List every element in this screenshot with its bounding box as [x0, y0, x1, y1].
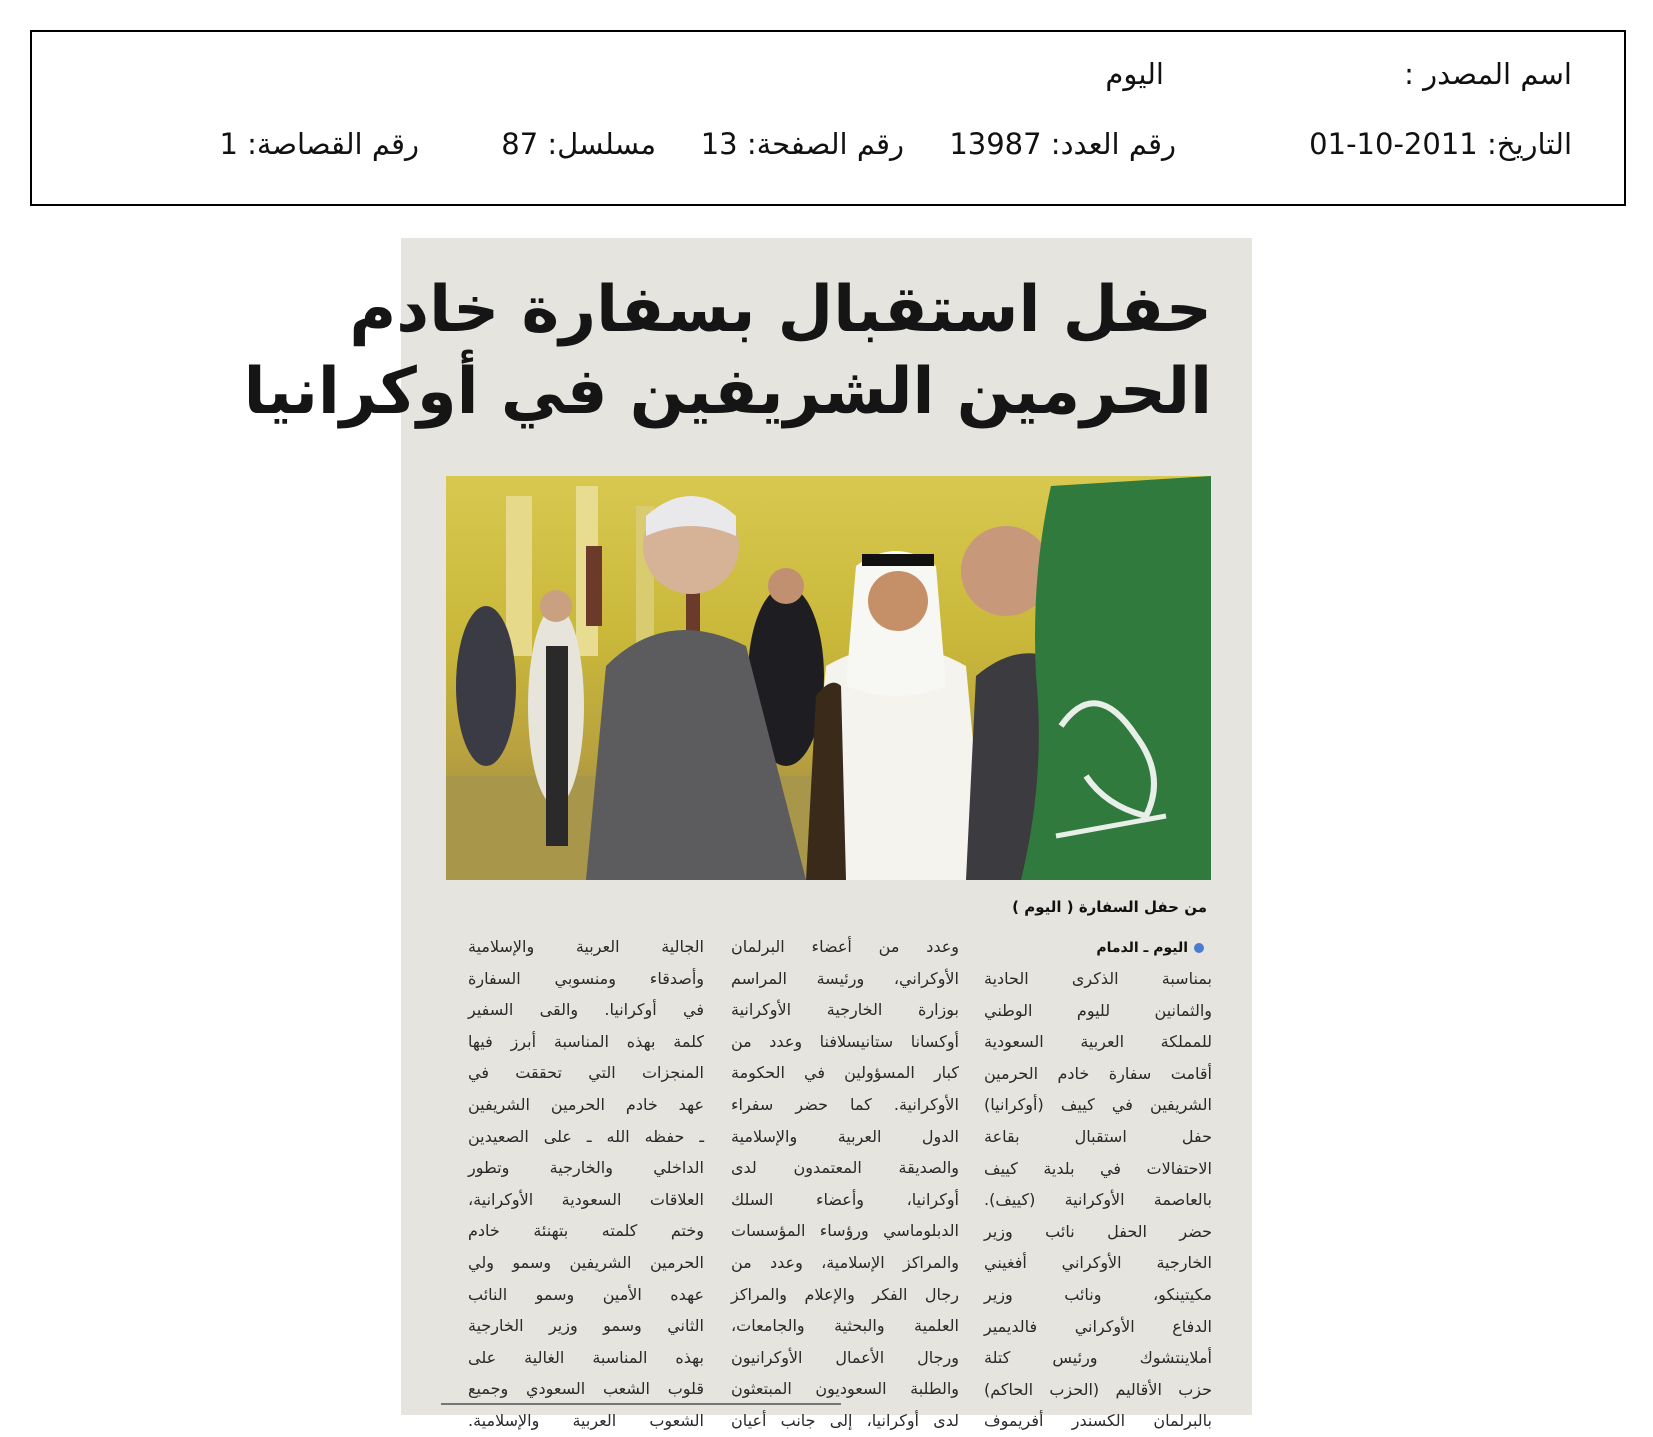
article-line: أوكسانا ستانيسلافنا وعدد من: [731, 1031, 959, 1051]
article-line: والمراكز الإسلامية، وعدد من: [731, 1252, 959, 1272]
article-line: الشعوب العربية والإسلامية.: [468, 1410, 704, 1430]
article-line: الخارجية الأوكراني أفغيني: [984, 1253, 1212, 1273]
article-photo: [446, 476, 1211, 880]
article-line: الدفاع الأوكراني فالديمير: [984, 1316, 1212, 1336]
byline-dot-icon: [1194, 943, 1204, 953]
article-line: وأصدقاء ومنسوبي السفارة: [468, 968, 704, 988]
article-line: لدى أوكرانيا، إلى جانب أعيان: [731, 1410, 959, 1430]
article-line: الحرمين الشريفين وسمو ولي: [468, 1252, 704, 1272]
newspaper-clipping: [243, 238, 1252, 1431]
article-column-left: [468, 931, 704, 1437]
article-line: المنجزات التي تحققت في: [468, 1063, 704, 1083]
issue-number-field: رقم العدد: 13987: [949, 127, 1176, 161]
headline-line-2: الحرمين الشريفين في أوكرانيا: [243, 355, 1212, 429]
article-line: في أوكرانيا. والقى السفير: [468, 1000, 704, 1020]
photo-caption: من حفل السفارة ( اليوم ): [1012, 898, 1207, 916]
article-line: الدول العربية والإسلامية: [731, 1126, 959, 1146]
byline: [1096, 940, 1204, 956]
article-line: كبار المسؤولين في الحكومة: [731, 1063, 959, 1083]
page-number-field: رقم الصفحة: 13: [700, 127, 904, 161]
headline-line-1: حفل استقبال بسفارة خادم: [349, 273, 1212, 347]
article-line: للمملكة العربية السعودية: [984, 1032, 1212, 1052]
article-line: حضر الحفل نائب وزير: [984, 1221, 1212, 1241]
photo-illustration: [446, 476, 1211, 880]
article-column-middle: [731, 931, 959, 1437]
article-line: أقامت سفارة خادم الحرمين: [984, 1063, 1212, 1083]
article-line: بالعاصمة الأوكرانية (كييف).: [984, 1190, 1212, 1210]
article-line: عهده الأمين وسمو النائب: [468, 1284, 704, 1304]
serial-number-field: مسلسل: 87: [501, 127, 656, 161]
article-line: بالبرلمان الكسندر أفريموف: [984, 1411, 1212, 1431]
article-line: كلمة بهذه المناسبة أبرز فيها: [468, 1031, 704, 1051]
article-column-right: [984, 963, 1212, 1437]
article-line: الأوكرانية. كما حضر سفراء: [731, 1094, 959, 1114]
article-line: أملاينتشوك ورئيس كتلة: [984, 1348, 1212, 1368]
article-line: بهذه المناسبة الغالية على: [468, 1347, 704, 1367]
article-line: قلوب الشعب السعودي وجميع: [468, 1379, 704, 1399]
bottom-rule: [441, 1403, 841, 1405]
article-line: والطلبة السعوديون المبتعثون: [731, 1379, 959, 1399]
source-value: اليوم: [1105, 57, 1164, 91]
article-line: وعدد من أعضاء البرلمان: [731, 937, 959, 956]
article-line: ورجال الأعمال الأوكرانيون: [731, 1347, 959, 1367]
article-line: حفل استقبال بقاعة: [984, 1126, 1212, 1146]
article-line: الشريفين في كييف (أوكرانيا): [984, 1095, 1212, 1115]
article-line: الجالية العربية والإسلامية: [468, 937, 704, 956]
article-line: رجال الفكر والإعلام والمراكز: [731, 1284, 959, 1304]
date-field: التاريخ: 2011-10-01: [1309, 127, 1572, 161]
byline-text: اليوم ـ الدمام: [1096, 940, 1188, 956]
article-line: عهد خادم الحرمين الشريفين: [468, 1094, 704, 1114]
article-line: الثاني وسمو وزير الخارجية: [468, 1316, 704, 1336]
article-line: الاحتفالات في بلدية كييف: [984, 1158, 1212, 1178]
article-line: الدبلوماسي ورؤساء المؤسسات: [731, 1221, 959, 1241]
article-line: أوكرانيا، وأعضاء السلك: [731, 1189, 959, 1209]
article-line: العلمية والبحثية والجامعات،: [731, 1316, 959, 1336]
article-line: والصديقة المعتمدون لدى: [731, 1158, 959, 1178]
article-line: وختم كلمته بتهنئة خادم: [468, 1221, 704, 1241]
article-line: بوزارة الخارجية الأوكرانية: [731, 1000, 959, 1020]
article-line: والثمانين لليوم الوطني: [984, 1000, 1212, 1020]
article-line: الداخلي والخارجية وتطور: [468, 1158, 704, 1178]
article-line: حزب الأقاليم (الحزب الحاكم): [984, 1379, 1212, 1399]
article-line: مكيتينكو، ونائب وزير: [984, 1284, 1212, 1304]
article-line: الأوكراني، ورئيسة المراسم: [731, 968, 959, 988]
clipping-info-box: [30, 30, 1626, 206]
article-line: بمناسبة الذكرى الحادية: [984, 969, 1212, 988]
clip-number-field: رقم القصاصة: 1: [219, 127, 419, 161]
article-line: ـ حفظه الله ـ على الصعيدين: [468, 1126, 704, 1146]
source-label: اسم المصدر :: [1404, 57, 1572, 91]
article-line: العلاقات السعودية الأوكرانية،: [468, 1189, 704, 1209]
